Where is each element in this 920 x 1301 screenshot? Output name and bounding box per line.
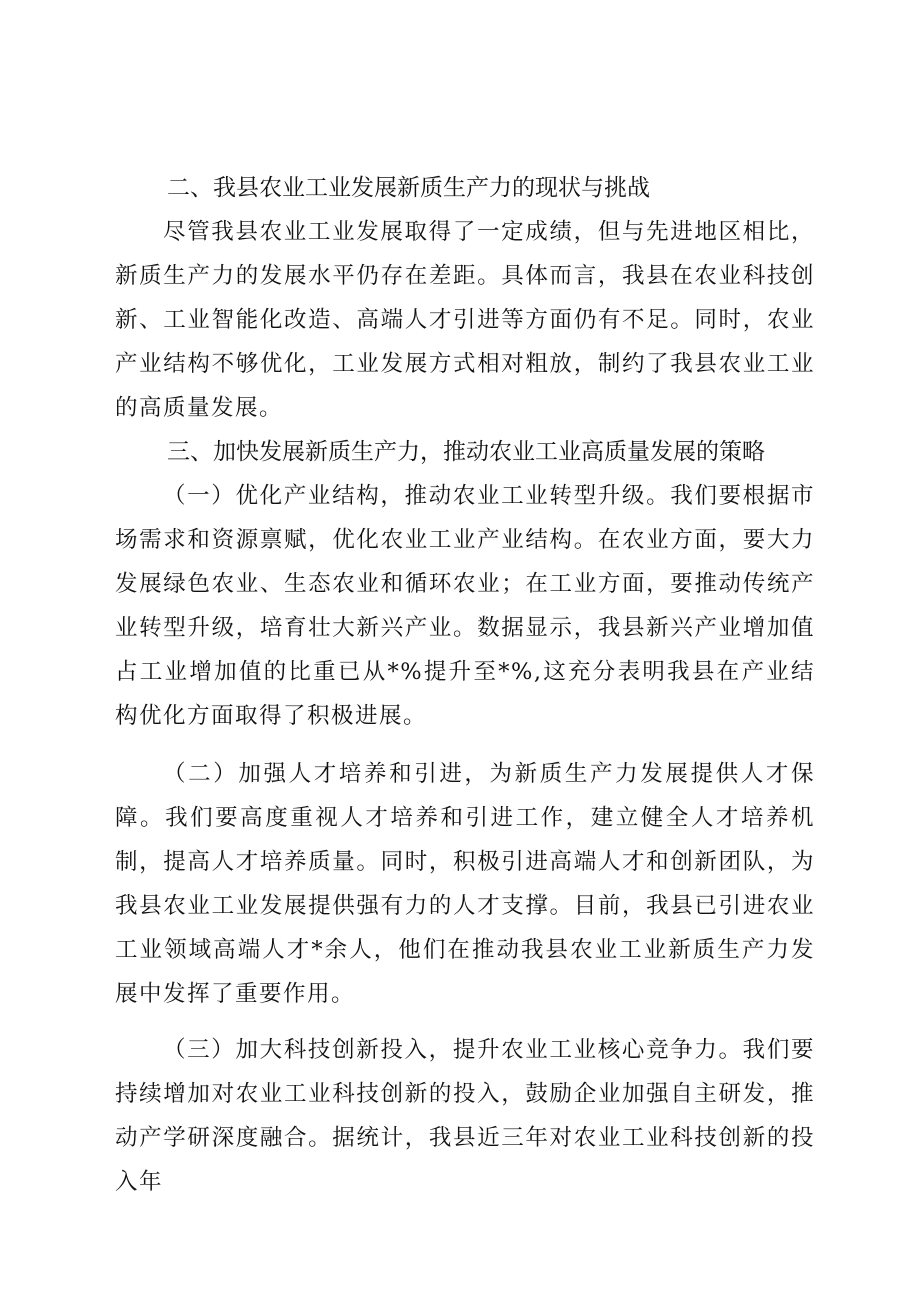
- section-3-paragraph-1: （一）优化产业结构，推动农业工业转型升级。我们要根据市场需求和资源禀赋，优化农业工业产业结构。在农业方面，要大力发展绿色农业、生态农业和循环农业；在工业方面，要推动传统产业转型升级，培育壮大新兴产业。数据显示，我县新兴产业增加值占工业增加值的比重已从*%提升至*%,这充分表明我县在产业结构优化方面取得了积极进展。: [115, 483, 815, 729]
- section-2-heading: 二、我县农业工业发展新质生产力的现状与挑战: [167, 175, 650, 201]
- section-3-paragraph-3: （三）加大科技创新投入，提升农业工业核心竞争力。我们要持续增加对农业工业科技创新的投入，鼓励企业加强自主研发，推动产学研深度融合。据统计，我县近三年对农业工业科技创新的投入年: [115, 1037, 815, 1195]
- section-2-paragraph: 尽管我县农业工业发展取得了一定成绩，但与先进地区相比，新质生产力的发展水平仍存在差距。具体而言，我县在农业科技创新、工业智能化改造、高端人才引进等方面仍有不足。同时，农业产业结构不够优化，工业发展方式相对粗放，制约了我县农业工业的高质量发展。: [115, 219, 815, 421]
- document-body: [115, 166, 815, 1204]
- section-3-paragraph-2: （二）加强人才培养和引进，为新质生产力发展提供人才保障。我们要高度重视人才培养和引进工作，建立健全人才培养机制，提高人才培养质量。同时，积极引进高端人才和创新团队，为我县农业工业发展提供强有力的人才支撑。目前，我县已引进农业工业领域高端人才*余人，他们在推动我县农业工业新质生产力发展中发挥了重要作用。: [115, 761, 815, 1007]
- section-3-heading: 三、加快发展新质生产力，推动农业工业高质量发展的策略: [167, 439, 765, 465]
